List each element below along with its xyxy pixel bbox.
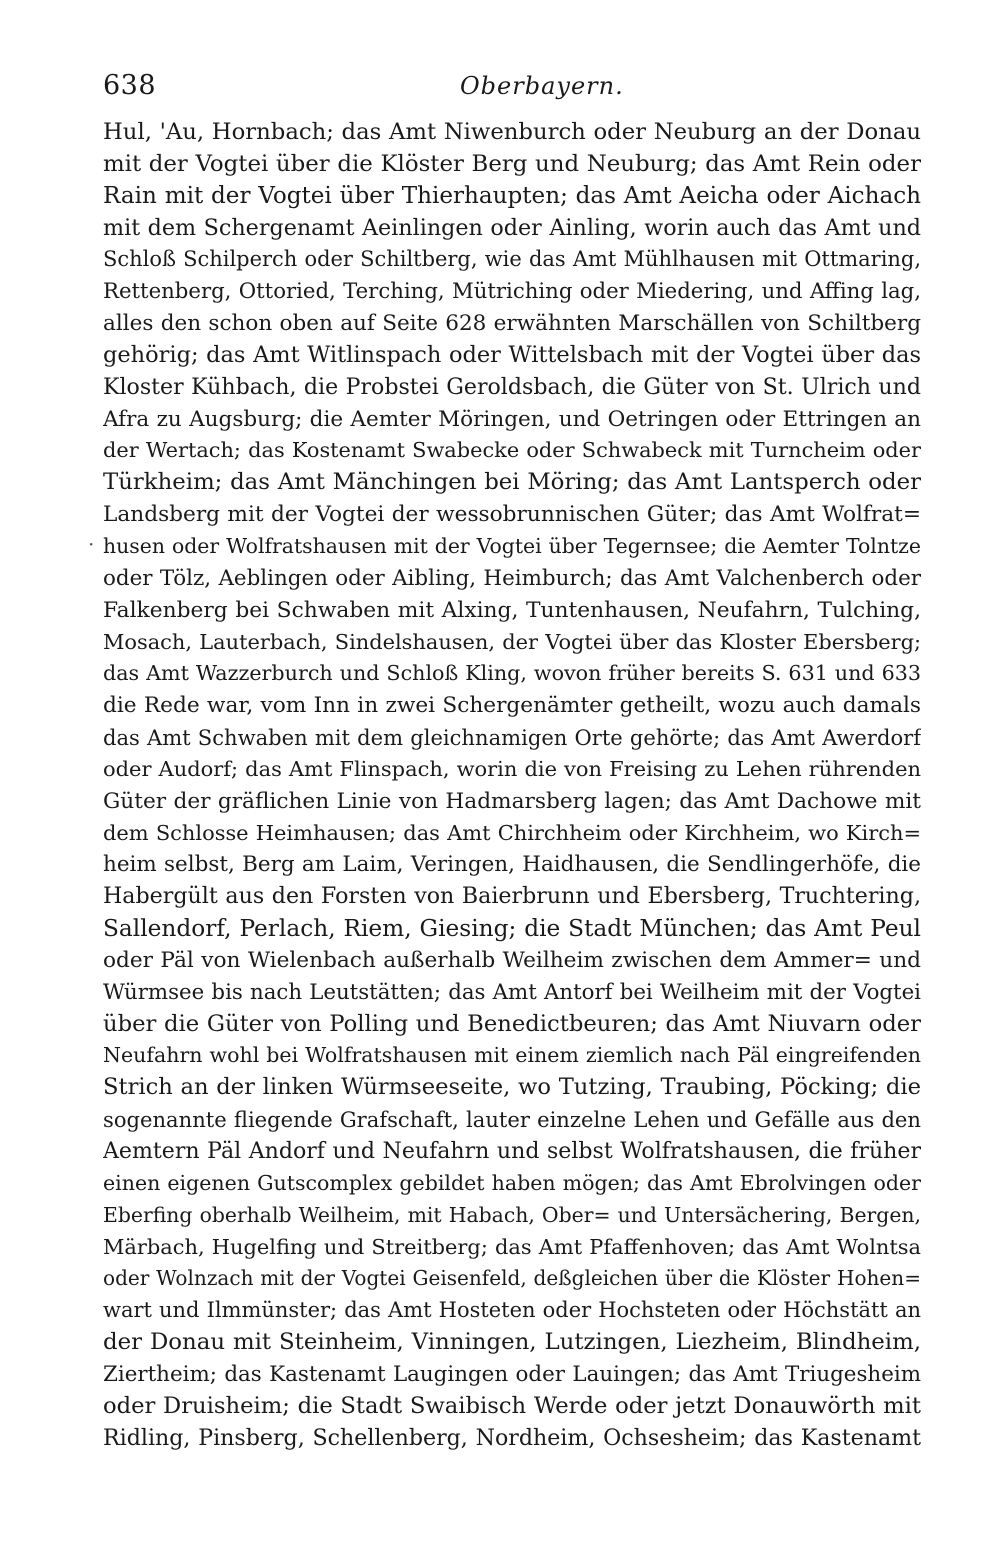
text-line: Rain mit der Vogtei über Thierhaupten; das Amt Aeicha oder Aichach — [103, 182, 921, 209]
text-line: Güter der gräflichen Linie von Hadmarsberg lagen; das Amt Dachowe mit — [103, 788, 921, 814]
text-line: Kloster Kühbach, die Probstei Geroldsbach, die Güter von St. Ulrich und — [103, 374, 921, 400]
text-line: über die Güter von Polling und Benedictbeuren; das Amt Niuvarn oder — [103, 1010, 921, 1037]
running-title: Oberbayern. — [460, 72, 624, 100]
text-line: heim selbst, Berg am Laim, Veringen, Haidhausen, die Sendlingerhöfe, die — [103, 852, 921, 878]
text-line: die Rede war, vom Inn in zwei Schergenämter getheilt, wozu auch damals — [103, 693, 921, 719]
text-line: Neufahrn wohl bei Wolfratshausen mit einem ziemlich nach Päl eingreifenden — [103, 1043, 921, 1068]
text-line: dem Schlosse Heimhausen; das Amt Chirchheim oder Kirchheim, wo Kirch= — [103, 820, 921, 845]
text-line: mit dem Schergenamt Aeinlingen oder Ainling, worin auch das Amt und — [103, 214, 921, 241]
text-line: das Amt Wazzerburch und Schloß Kling, wovon früher bereits S. 631 und 633 — [103, 661, 921, 686]
running-head — [103, 66, 923, 106]
text-line: oder Wolnzach mit der Vogtei Geisenfeld, deßgleichen über die Klöster Hohen= — [103, 1266, 921, 1291]
text-line: sogenannte fliegende Grafschaft, lauter einzelne Lehen und Gefälle aus den — [103, 1107, 921, 1133]
text-line: gehörig; das Amt Witlinspach oder Wittelsbach mit der Vogtei über das — [103, 341, 921, 368]
text-line: der Donau mit Steinheim, Vinningen, Lutzingen, Liezheim, Blindheim, — [103, 1329, 921, 1356]
text-line: Afra zu Augsburg; die Aemter Möringen, und Oetringen oder Ettringen an — [103, 406, 921, 432]
text-line: Würmsee bis nach Leutstätten; das Amt Antorf bei Weilheim mit der Vogtei — [103, 979, 921, 1005]
text-line: Türkheim; das Amt Mänchingen bei Möring; das Amt Lantsperch oder — [103, 469, 921, 496]
text-line: Hul, 'Au, Hornbach; das Amt Niwenburch oder Neuburg an der Donau — [103, 119, 921, 145]
text-line: der Wertach; das Kostenamt Swabecke oder Schwabeck mit Turncheim oder — [103, 438, 921, 463]
text-line: einen eigenen Gutscomplex gebildet haben mögen; das Amt Ebrolvingen oder — [103, 1170, 921, 1195]
text-line: Schloß Schilperch oder Schiltberg, wie das Amt Mühlhausen mit Ottmaring, — [103, 247, 921, 272]
text-line: mit der Vogtei über die Klöster Berg und Neuburg; das Amt Rein oder — [103, 150, 921, 177]
text-line: oder Tölz, Aeblingen oder Aibling, Heimburch; das Amt Valchenberch oder — [103, 565, 921, 591]
text-line: Märbach, Hugelfing und Streitberg; das Amt Pfaffenhoven; das Amt Wolntsa — [103, 1234, 921, 1259]
body-text — [103, 117, 921, 1454]
text-line: husen oder Wolfratshausen mit der Vogtei über Tegernsee; die Aemter Tolntze — [103, 533, 921, 558]
text-line: das Amt Schwaben mit dem gleichnamigen Orte gehörte; das Amt Awerdorf — [103, 725, 921, 751]
text-line: oder Audorf; das Amt Flinspach, worin die von Freising zu Lehen rührenden — [103, 756, 921, 781]
text-line: alles den schon oben auf Seite 628 erwähnten Marschällen von Schiltberg — [103, 311, 921, 337]
text-line: Landsberg mit der Vogtei der wessobrunnischen Güter; das Amt Wolfrat= — [103, 502, 921, 528]
text-line: Aemtern Päl Andorf und Neufahrn und selbst Wolfratshausen, die früher — [103, 1139, 921, 1164]
text-line: Rettenberg, Ottoried, Terching, Mütriching oder Miedering, und Affing lag, — [103, 279, 921, 305]
text-line: oder Päl von Wielenbach außerhalb Weilheim zwischen dem Ammer= und — [103, 947, 921, 973]
text-line: Ridling, Pinsberg, Schellenberg, Nordheim, Ochsesheim; das Kastenamt — [103, 1424, 921, 1451]
page-number: 638 — [103, 70, 157, 101]
text-line: Falkenberg bei Schwaben mit Alxing, Tuntenhausen, Neufahrn, Tulching, — [103, 597, 921, 623]
margin-dot: · — [88, 532, 95, 556]
text-line: wart und Ilmmünster; das Amt Hosteten oder Hochsteten oder Höchstätt an — [103, 1298, 921, 1323]
text-line: Mosach, Lauterbach, Sindelshausen, der Vogtei über das Kloster Ebersberg; — [103, 629, 921, 654]
text-line: Habergült aus den Forsten von Baierbrunn und Ebersberg, Truchtering, — [103, 883, 921, 910]
text-line: Ziertheim; das Kastenamt Laugingen oder Lauingen; das Amt Triugesheim — [103, 1361, 921, 1387]
text-line: Strich an der linken Würmseeseite, wo Tutzing, Traubing, Pöcking; die — [103, 1074, 921, 1101]
text-line: Sallendorf, Perlach, Riem, Giesing; die Stadt München; das Amt Peul — [103, 915, 921, 943]
text-line: Eberfing oberhalb Weilheim, mit Habach, Ober= und Untersächering, Bergen, — [103, 1202, 921, 1227]
text-line: oder Druisheim; die Stadt Swaibisch Werde oder jetzt Donauwörth mit — [103, 1392, 921, 1419]
